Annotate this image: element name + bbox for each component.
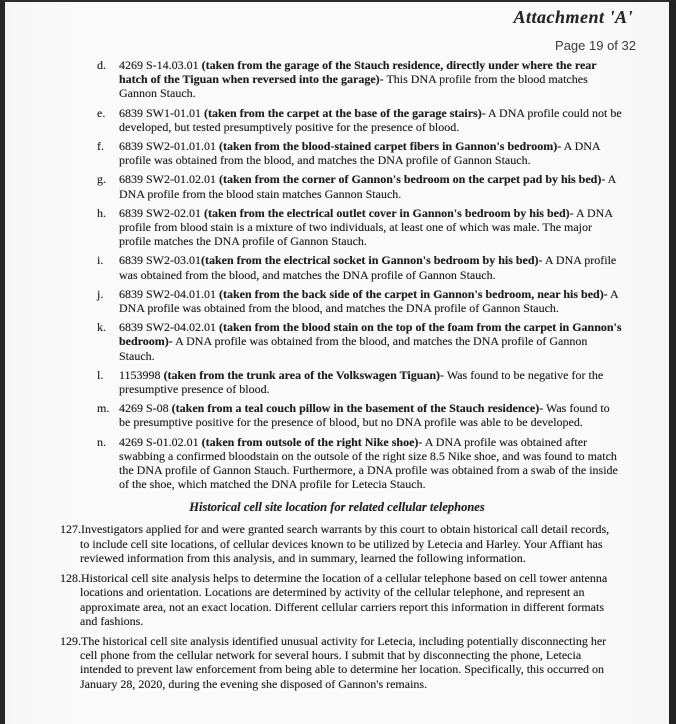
item-text	[119, 253, 623, 281]
item-result: Was found to be presumptive positive for the presence of blood, but no DNA profile was able to be developed.	[119, 401, 610, 430]
item-id: 6839 SW2-01.02.01	[119, 172, 219, 187]
evidence-item-n	[97, 435, 623, 492]
affidavit-paragraph-129	[60, 633, 621, 691]
item-letter: f.	[97, 139, 104, 154]
item-result: A DNA profile was obtained from the blood, and matches the DNA profile of Gannon Stauch.	[119, 334, 588, 363]
item-result: This DNA profile from the blood matches Gannon Stauch.	[119, 72, 588, 101]
item-id: 6839 SW2-01.01.01	[119, 139, 219, 154]
item-letter: m.	[97, 401, 110, 416]
item-letter: j.	[97, 286, 104, 301]
item-text	[119, 287, 623, 315]
item-source-bold: (taken from the blood-stained carpet fibers in Gannon's bedroom)-	[219, 139, 562, 154]
item-source-bold: (taken from the electrical outlet cover in Gannon's bedroom by his bed)-	[204, 205, 574, 220]
item-result: A DNA profile was obtained from the blood, and matches the DNA profile of Gannon Stauch.	[119, 253, 617, 282]
evidence-item-e	[97, 106, 623, 134]
evidence-item-h	[97, 206, 623, 249]
evidence-item-m	[97, 401, 623, 429]
item-text	[119, 58, 623, 101]
item-source-bold: (taken from the back side of the carpet in Gannon's bedroom, near his bed)-	[219, 286, 608, 301]
page-number: Page 19 of 32	[555, 38, 636, 53]
item-letter: h.	[97, 205, 106, 220]
item-letter: g.	[97, 172, 106, 187]
evidence-item-d	[97, 58, 623, 101]
paragraph-number: 127.	[60, 522, 81, 537]
item-source-bold: (taken from the blood stain on the top of the foam from the carpet in Gannon's bedroom)-	[119, 320, 622, 349]
item-source-bold: (taken from the electrical socket in Gannon's bedroom by his bed)-	[201, 253, 543, 268]
item-letter: d.	[97, 58, 106, 72]
item-text	[119, 139, 623, 167]
affidavit-paragraph-128	[60, 571, 621, 628]
section-heading: Historical cell site location for related cellular telephones	[189, 500, 485, 515]
item-letter: l.	[97, 367, 104, 382]
item-source-bold: (taken from the carpet at the base of the garage stairs)-	[204, 105, 486, 120]
item-letter: i.	[97, 253, 104, 268]
item-text	[119, 320, 623, 363]
item-result: A DNA profile could not be developed, but tested presumptively positive for the presence of blood.	[119, 105, 622, 134]
item-letter: k.	[97, 320, 106, 335]
evidence-item-i	[97, 253, 623, 281]
item-result: A DNA profile was obtained after swabbing a confirmed bloodstain on the outsole of the right size 8.5 Nike shoe, and was found to match the DNA profile of Gannon Stauch. Furthermore, a DNA profile was obtained from a swab of the inside of the shoe, which matched the DNA profile for Letecia Stauch.	[119, 434, 618, 492]
attachment-title: Attachment 'A'	[513, 7, 633, 27]
item-text	[119, 106, 623, 134]
item-id: 6839 SW2-03.01	[119, 253, 201, 268]
evidence-item-l	[97, 368, 623, 396]
item-source-bold: (taken from the garage of the Stauch residence, directly under where the rear hatch of the Tiguan when reversed into the garage)-	[119, 58, 597, 87]
item-source-bold: (taken from a teal couch pillow in the basement of the Stauch residence)-	[171, 401, 544, 416]
item-source-bold: (taken from outsole of the right Nike shoe)-	[201, 434, 423, 449]
item-text	[119, 206, 623, 249]
item-id: 6839 SW2-02.01	[119, 205, 204, 220]
item-text	[119, 368, 623, 396]
item-id: 6839 SW1-01.01	[119, 105, 204, 120]
item-id: 4269 S-01.02.01	[119, 434, 202, 449]
evidence-item-g	[97, 172, 623, 200]
item-result: A DNA profile was obtained from the blood, and matches the DNA profile of Gannon Stauch.	[119, 286, 619, 316]
paragraph-text: Historical cell site analysis helps to determine the location of a cellular telephone based on cell tower antenna locations and orientation. Locations are determined by activity of the cellular telephone, and represent an approximate area, not an exact location. Different cellular carriers report this information in different formats and fashions.	[80, 571, 608, 628]
item-id: 6839 SW2-04.01.01	[119, 286, 219, 301]
paragraph-number: 129.	[60, 633, 81, 648]
item-id: 4269 S-08	[119, 401, 172, 416]
paragraph-text: Investigators applied for and were granted search warrants by this court to obtain historical call detail records, to include cell site locations, of cellular devices known to be utilized by Letecia and Harley. Your Affiant has reviewed information from this analysis, and in summary, learned the following information.	[80, 522, 610, 565]
item-result: A DNA profile from blood stain is a mixture of two individuals, at least one of which was male. The major profile matches the DNA profile of Gannon Stauch.	[119, 205, 613, 249]
affidavit-paragraph-127	[60, 522, 621, 565]
paragraph-text: The historical cell site analysis identified unusual activity for Letecia, including potentially disconnecting her cell phone from the cellular network for several hours. I submit that by disconnecting the phone, Letecia intended to prevent law enforcement from being able to determine her location. Specifically, this occurred on January 28, 2020, during the evening she disposed of Gannon's remains.	[80, 633, 607, 691]
item-text	[119, 435, 623, 492]
evidence-item-j	[97, 287, 623, 315]
item-result: A DNA profile was obtained from the blood, and matches the DNA profile of Gannon Stauch.	[119, 139, 600, 168]
item-result: Was found to be negative for the presumptive presence of blood.	[119, 367, 604, 397]
item-letter: n.	[97, 434, 106, 449]
item-source-bold: (taken from the trunk area of the Volkswagen Tiguan)-	[163, 367, 445, 382]
item-result: A DNA profile from the blood stain matches Gannon Stauch.	[119, 172, 616, 201]
item-text	[119, 172, 623, 200]
item-letter: e.	[97, 105, 106, 120]
document-body	[5, 58, 669, 697]
item-source-bold: (taken from the corner of Gannon's bedroom on the carpet pad by his bed)-	[219, 172, 606, 187]
paragraph-number: 128.	[60, 571, 81, 586]
item-id: 6839 SW2-04.02.01	[119, 320, 219, 335]
item-id: 1153998	[119, 367, 164, 382]
item-text	[119, 401, 623, 429]
evidence-item-k	[97, 320, 623, 363]
item-id: 4269 S-14.03.01	[119, 58, 202, 72]
evidence-item-f	[97, 139, 623, 167]
